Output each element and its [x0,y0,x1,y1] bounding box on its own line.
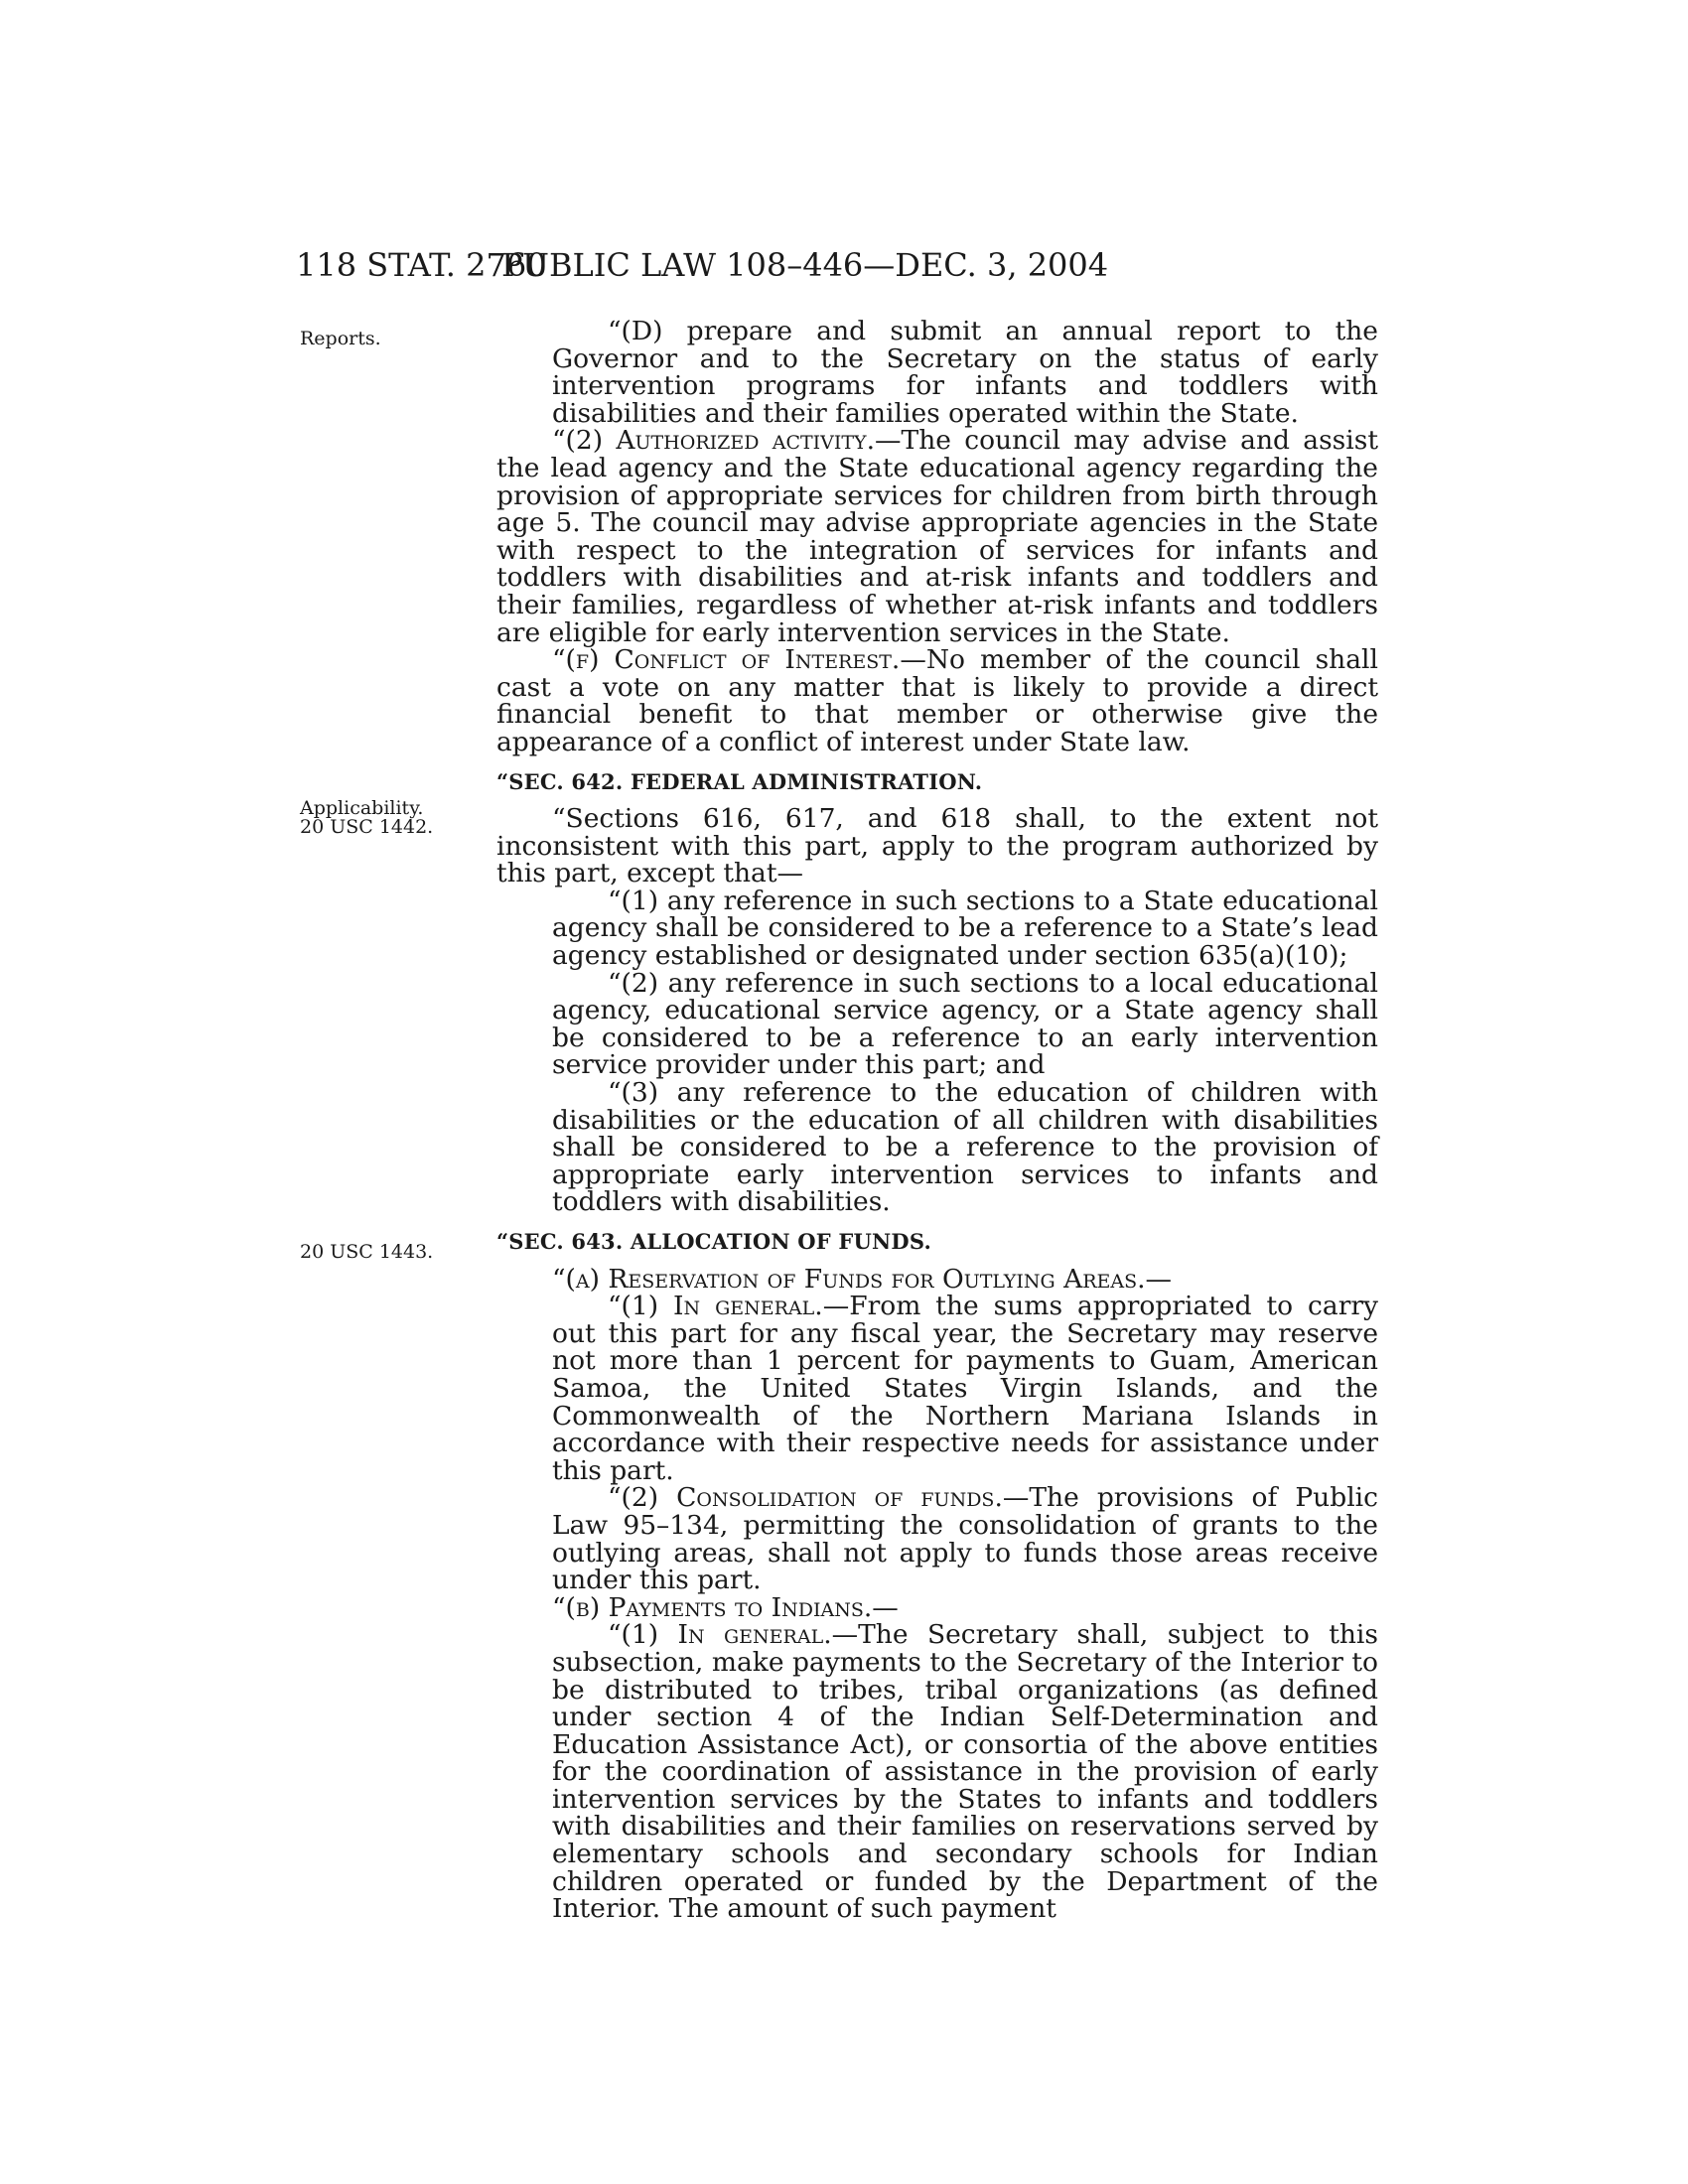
paragraph-2-authorized-activity [496,427,1378,646]
subsection-a-item-1 [496,1293,1378,1484]
section-643-title: “SEC. 643. ALLOCATION OF FUNDS. [496,1229,931,1254]
paragraph-heading: “(f) Conflict of Interest. [552,644,901,676]
paragraph-heading: “(b) Payments to Indians.— [552,1591,899,1623]
paragraph-text: —The council may advise and assist the lead agency and the State educational agency regarding the provision of appropriate services for children from birth through age 5. The council may advise appropriate agencies in the State with respect to the integration of services for infants and toddlers with disabilities and at-risk infants and toddlers and their families, regardless of whether at-risk infants and toddlers are eligible for early intervention services in the State. [496,425,1378,648]
paragraph-heading: “(1) In general. [608,1619,832,1651]
section-642-item-2: “(2) any reference in such sections to a local educational agency, educational service agency, or a State agency shall be considered to be a reference to an early intervention service provider under this part; and [552,967,1378,1081]
paragraph-f-conflict-of-interest [496,646,1378,755]
section-642-intro: “Sections 616, 617, and 618 shall, to the extent not inconsistent with this part, apply to the program authorized by this part, except that— [496,803,1378,889]
paragraph-heading: “(a) Reservation of Funds for Outlying Areas.— [552,1263,1173,1295]
section-642-item-3: “(3) any reference to the education of children with disabilities or the education of all children with disabilities shall be considered to be a reference to the provision of appropriate early intervention services to infants and toddlers with disabilities. [552,1077,1378,1218]
paragraph-text: —No member of the council shall cast a vote on any matter that is likely to provide a direct financial benefit to that member or otherwise give the appearance of a conflict of interest under State law. [496,644,1378,757]
margin-note-usc-1443: 20 USC 1443. [300,1241,434,1263]
margin-note-reports: Reports. [300,328,381,349]
paragraph-d: “(D) prepare and submit an annual report to the Governor and to the Secretary on the status of early intervention programs for infants and toddlers with disabilities and their families operated within the State. [552,316,1378,429]
running-header-title: PUBLIC LAW 108–446—DEC. 3, 2004 [501,246,1109,284]
subsection-a-item-2 [496,1482,1378,1596]
paragraph-text: —The Secretary shall, subject to this subsection, make payments to the Secretary of the Interior to be distributed to tribes, tribal organizations (as defined under section 4 of the Indian Self-Determination and Education Assistance Act), or consortia of the above entities for the coordination of assistance in the provision of early intervention services by the States to infants and toddlers with disabilities and their families on reservations served by elementary schools and secondary schools for Indian children operated or funded by the Department of the Interior. The amount of such payment [552,1619,1378,1925]
subsection-b-heading [496,1591,1378,1623]
section-642-item-1: “(1) any reference in such sections to a State educational agency shall be considered to be a reference to a State’s lead agency established or designated under section 635(a)(10); [552,885,1378,972]
statute-page-reference: 118 STAT. 2760 [296,246,547,284]
subsection-a-heading [496,1263,1378,1295]
subsection-b-item-1 [496,1621,1378,1923]
paragraph-text: —The provisions of Public Law 95–134, permitting the consolidation of grants to the outlying areas, shall not apply to funds those areas receive under this part. [552,1482,1378,1596]
paragraph-heading: “(2) Consolidation of funds. [608,1482,1003,1514]
paragraph-text: —From the sums appropriated to carry out this part for any fiscal year, the Secretary may reserve not more than 1 percent for payments to Guam, American Samoa, the United States Virgin Islands, and the Commonwealth of the Northern Mariana Islands in accordance with their respective needs for assistance under this part. [552,1291,1378,1486]
paragraph-heading: “(2) Authorized activity. [552,425,876,457]
margin-note-usc-1442: 20 USC 1442. [300,816,434,838]
paragraph-heading: “(1) In general. [608,1291,823,1322]
section-642-title: “SEC. 642. FEDERAL ADMINISTRATION. [496,768,983,794]
main-text-column [496,318,1378,1923]
margin-note-applicability: Applicability. [300,797,424,819]
